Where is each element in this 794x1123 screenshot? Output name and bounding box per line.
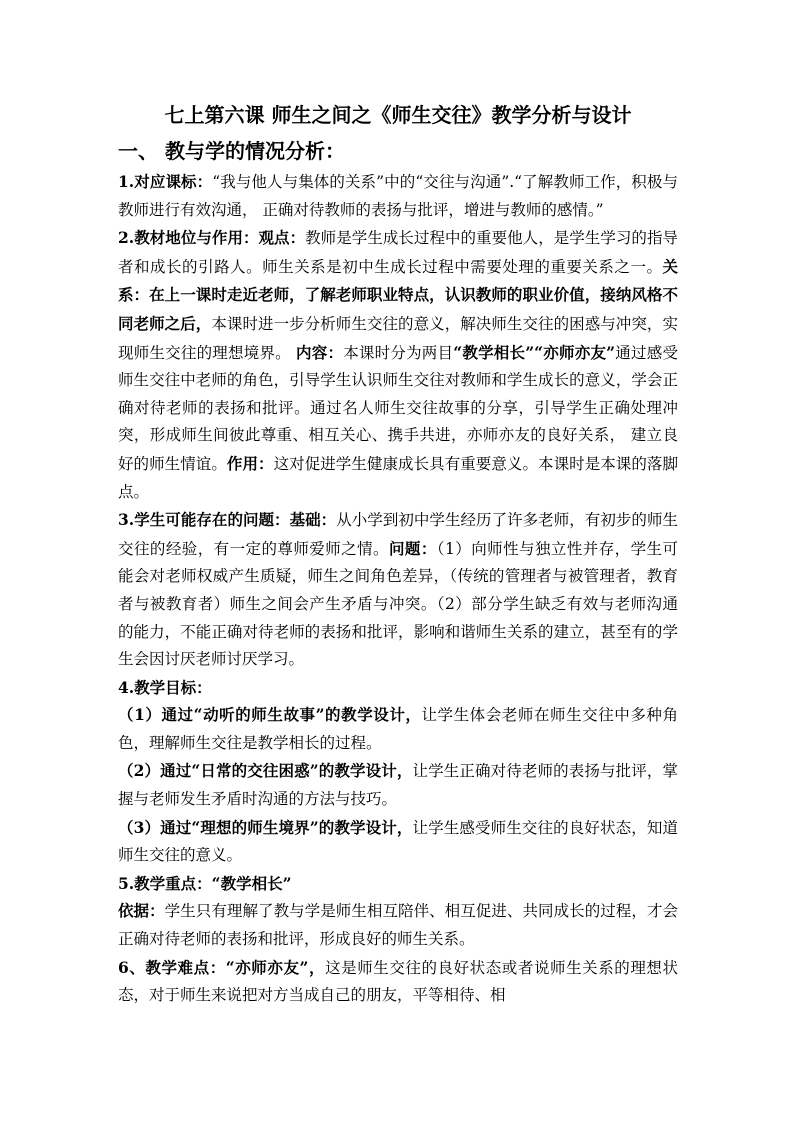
text-content: 本课时分为两目 xyxy=(343,343,454,362)
goal-text-1: 让学生体会老师在师生交往中多种角色，理解师生交往是教学相长的过程。 xyxy=(118,706,678,752)
text-relation: 本课时进一步分析师生交往的意义，解决师生交往的困惑与冲突，实现师生交往的理想境界。 xyxy=(118,314,678,362)
label-effect: 作用： xyxy=(226,453,274,473)
text-curriculum-standard: “我与他人与集体的关系”中的“交往与沟通”.“了解教师工作，积极与教师进行有效沟通， 正确对待教师的表扬与批评，增进与教师的感情。” xyxy=(118,173,678,219)
label-student-problems: 3.学生可能存在的问题：基础： xyxy=(118,510,337,530)
paragraph-textbook-role xyxy=(118,224,678,506)
goal-item-3 xyxy=(118,814,678,870)
text-content-detail: 通过感受师生交往中老师的角色，引导学生认识师生交往对教师和学生成长的意义，学会正确对待老师的表扬和批评。通过名人师生交往故事的分享，引导学生正确处理冲突，形成师生间彼此尊重、相互关心、携手共进，亦师亦友的良好关系， 建立良好的师生情谊。 xyxy=(118,343,678,473)
paragraph-curriculum-standard xyxy=(118,168,678,224)
label-basis: 依据： xyxy=(118,901,165,921)
goal-item-1 xyxy=(118,701,678,757)
text-problem: （1）向师性与独立性并存，学生可能会对老师权威产生质疑，师生之间角色差异，（传统的管理者与被管理者，教育者与被教育者）师生之间会产生矛盾与冲突。（2）部分学生缺乏有效与老师沟通的能力，不能正确对待老师的表扬和批评，影响和谐师生关系的建立，甚至有的学生会因讨厌老师讨厌学习。 xyxy=(118,539,678,669)
text-effect: 这对促进学生健康成长具有重要意义。本课时是本课的落脚点。 xyxy=(118,454,678,501)
text-basis-detail: 学生只有理解了教与学是师生相互陪伴、相互促进、共同成长的过程，才会正确对待老师的表扬和批评，形成良好的师生关系。 xyxy=(118,902,678,949)
text-teaching-difficulty: 这是师生交往的良好状态或者说师生关系的理想状态，对于师生来说把对方当成自己的朋友，平等相待、相 xyxy=(118,958,678,1005)
label-relation: 关系：在上一课时走近老师，了解老师职业特点，认识教师的职业价值，接纳风格不同老师之后， xyxy=(118,256,678,333)
label-textbook-role: 2.教材地位与作用：观点： xyxy=(118,228,306,248)
document-page xyxy=(118,100,678,1010)
topic-teaching-benefits: “教学相长” xyxy=(453,342,535,362)
text-viewpoint: 教师是学生成长过程中的重要他人，是学生学习的指导者和成长的引路人。师生关系是初中生成长过程中需要处理的重要关系之一。 xyxy=(118,229,678,276)
text-basis: 从小学到初中学生经历了许多老师，有初步的师生交往的经验，有一定的尊师爱师之情。 xyxy=(118,511,678,558)
goal-text-2: 让学生正确对待老师的表扬与批评，掌握与老师发生矛盾时沟通的方法与技巧。 xyxy=(118,762,678,809)
goal-item-2 xyxy=(118,757,678,813)
paragraph-student-problems xyxy=(118,506,678,674)
paragraph-teaching-difficulty xyxy=(118,954,678,1010)
label-curriculum-standard: 1.对应课标： xyxy=(118,172,213,191)
goal-lead-2: （2）通过“日常的交往困惑”的教学设计， xyxy=(118,761,413,781)
label-teaching-difficulty: 6、教学难点：“亦师亦友”， xyxy=(118,957,326,977)
topic-teacher-friend: “亦师亦友” xyxy=(534,342,616,362)
label-problem: 问题： xyxy=(388,538,437,558)
label-content: 内容： xyxy=(296,342,344,362)
section-heading: 一、 教与学的情况分析： xyxy=(118,139,345,163)
goal-text-3: 让学生感受师生交往的良好状态，知道师生交往的意义。 xyxy=(118,818,678,865)
heading-teaching-goals: 4.教学目标： xyxy=(118,677,212,697)
document-title: 七上第六课 师生之间之《师生交往》教学分析与设计 xyxy=(164,103,632,127)
goal-lead-1: （1）通过“动听的师生故事”的教学设计， xyxy=(118,705,422,725)
goal-lead-3: （3）通过“理想的师生境界”的教学设计， xyxy=(118,817,413,837)
paragraph-basis xyxy=(118,897,678,953)
heading-teaching-focus: 5.教学重点：“教学相长” xyxy=(118,873,292,893)
